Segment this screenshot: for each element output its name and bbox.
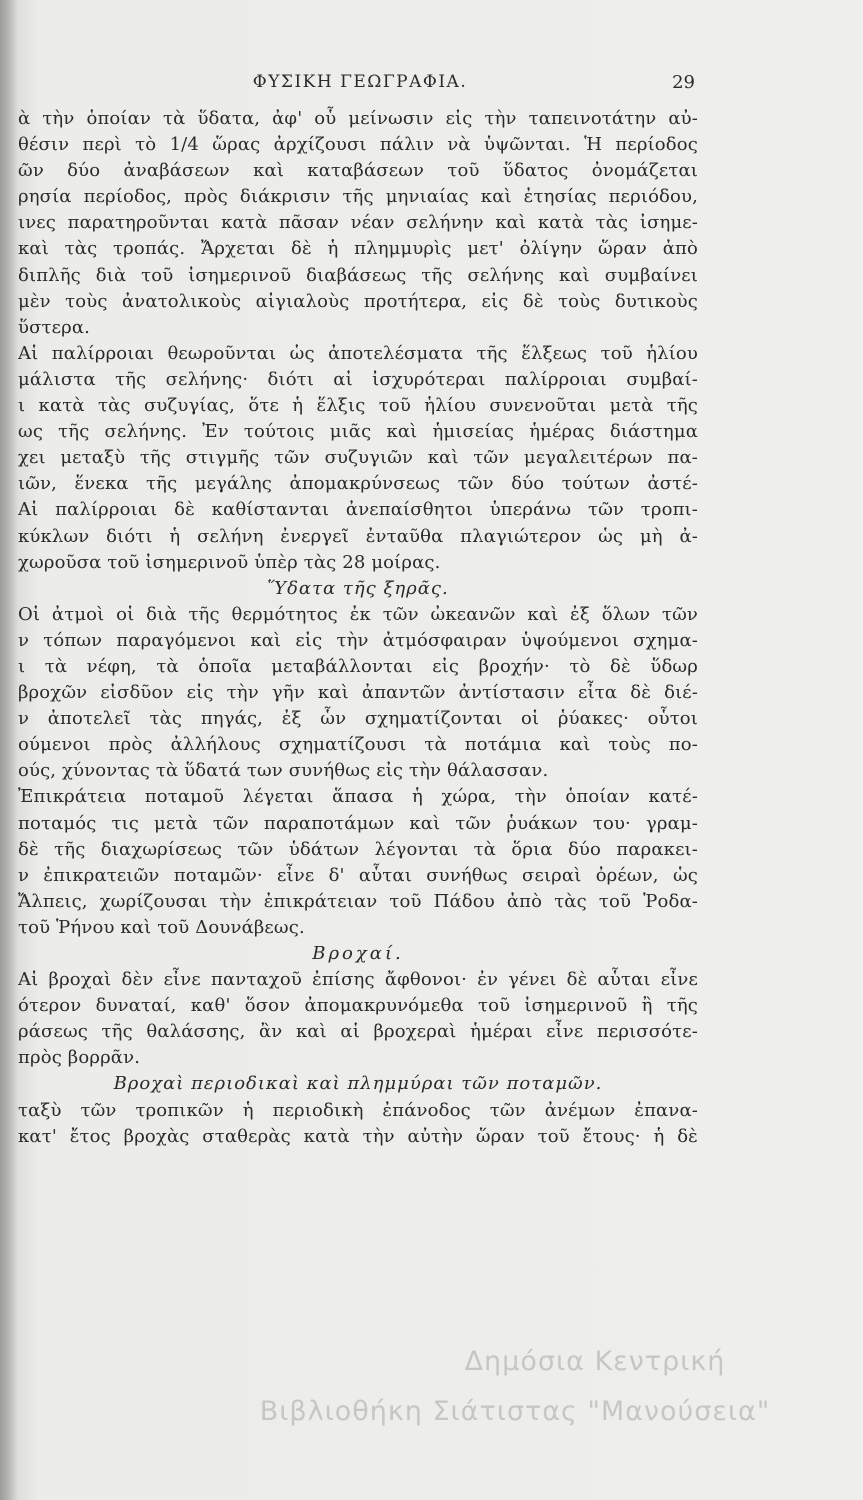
- text-line: τοῦ Ῥήνου καὶ τοῦ Δουνάβεως.: [18, 916, 305, 938]
- text-line: Ἐπικράτεια ποταμοῦ λέγεται ἅπασα ἡ χώρα, τὴν ὁποίαν κατέ-: [18, 786, 698, 808]
- text-line: ποταμός τις μετὰ τῶν παραποτάμων καὶ τῶν ῥυάκων του· γραμ-: [18, 812, 698, 834]
- section-heading: Βροχαί.: [312, 943, 404, 964]
- text-line: ν ἀποτελεῖ τὰς πηγάς, ἐξ ὧν σχηματίζονται οἱ ῥύακες· οὗτοι: [18, 708, 698, 730]
- text-line: ούμενοι πρὸς ἀλλήλους σχηματίζουσι τὰ ποτάμια καὶ τοὺς πο-: [18, 734, 698, 756]
- text-line: ν ἐπικρατειῶν ποταμῶν· εἶνε δ' αὗται συνήθως σειραὶ ὀρέων, ὡς: [18, 864, 698, 886]
- page-header: [0, 72, 863, 102]
- text-line: Αἱ παλίρροιαι δὲ καθίστανται ἀνεπαίσθητοι ὑπεράνω τῶν τροπι-: [18, 499, 698, 521]
- text-line: ιῶν, ἕνεκα τῆς μεγάλης ἀπομακρύνσεως τῶν δύο τούτων ἀστέ-: [18, 473, 698, 495]
- text-line: κύκλων διότι ἡ σελήνη ἐνεργεῖ ἐνταῦθα πλαγιώτερον ὡς μὴ ἀ-: [18, 525, 698, 547]
- text-line: Ἄλπεις, χωρίζουσαι τὴν ἐπικράτειαν τοῦ Πάδου ἀπὸ τὰς τοῦ Ῥοδα-: [18, 890, 698, 912]
- text-line: ι κατὰ τὰς συζυγίας, ὅτε ἡ ἕλξις τοῦ ἡλίου συνενοῦται μετὰ τῆς: [18, 395, 698, 417]
- text-line: ρησία περίοδος, πρὸς διάκρισιν τῆς μηνιαίας καὶ ἐτησίας περιόδου,: [18, 186, 698, 208]
- text-line: βροχῶν εἰσδῦον εἰς τὴν γῆν καὶ ἀπαντῶν ἀντίστασιν εἶτα δὲ διέ-: [18, 682, 698, 704]
- text-line: ῶν δύο ἀναβάσεων καὶ καταβάσεων τοῦ ὕδατος ὀνομάζεται: [18, 160, 698, 182]
- text-line: ι τὰ νέφη, τὰ ὁποῖα μεταβάλλονται εἰς βροχήν· τὸ δὲ ὕδωρ: [18, 655, 698, 677]
- page-number: 29: [672, 72, 695, 93]
- text-line: ούς, χύνοντας τὰ ὕδατά των συνήθως εἰς τὴν θάλασσαν.: [18, 760, 549, 782]
- text-line: χωροῦσα τοῦ ἰσημερινοῦ ὑπὲρ τὰς 28 μοίρας.: [18, 551, 441, 573]
- text-line: θέσιν περὶ τὸ 1/4 ὥρας ἀρχίζουσι πάλιν νὰ ὑψῶνται. Ἡ περίοδος: [18, 134, 698, 156]
- library-watermark-line1: Δημόσια Κεντρική: [464, 1346, 726, 1377]
- text-line: μὲν τοὺς ἀνατολικοὺς αἰγιαλοὺς προτήτερα, εἰς δὲ τοὺς δυτικοὺς: [18, 290, 698, 312]
- text-line: Αἱ βροχαὶ δὲν εἶνε πανταχοῦ ἐπίσης ἄφθονοι· ἐν γένει δὲ αὗται εἶνε: [18, 969, 698, 991]
- section-heading: Ὕδατα τῆς ξηρᾶς.: [267, 577, 449, 599]
- text-line: διπλῆς διὰ τοῦ ἰσημερινοῦ διαβάσεως τῆς σελήνης καὶ συμβαίνει: [18, 264, 698, 286]
- text-line: Οἱ ἀτμοὶ οἱ διὰ τῆς θερμότητος ἐκ τῶν ὠκεανῶν καὶ ἐξ ὅλων τῶν: [18, 603, 698, 625]
- text-line: ταξὺ τῶν τροπικῶν ἡ περιοδικὴ ἐπάνοδος τῶν ἀνέμων ἐπανα-: [18, 1099, 698, 1121]
- text-line: Αἱ παλίρροιαι θεωροῦνται ὡς ἀποτελέσματα τῆς ἕλξεως τοῦ ἡλίου: [18, 342, 698, 364]
- binding-shadow: [0, 0, 18, 1500]
- text-line: ως τῆς σελήνης. Ἐν τούτοις μιᾶς καὶ ἡμισείας ἡμέρας διάστημα: [18, 421, 698, 443]
- text-line: δὲ τῆς διαχωρίσεως τῶν ὑδάτων λέγονται τὰ ὅρια δύο παρακει-: [18, 838, 698, 860]
- text-line: κατ' ἔτος βροχὰς σταθερὰς κατὰ τὴν αὐτὴν ὥραν τοῦ ἔτους· ἡ δὲ: [18, 1125, 698, 1147]
- text-line: ινες παρατηροῦνται κατὰ πᾶσαν νέαν σελήνην καὶ κατὰ τὰς ἰσημε-: [18, 212, 698, 234]
- text-line: ὕστερα.: [18, 316, 91, 338]
- text-line: πρὸς βορρᾶν.: [18, 1047, 141, 1069]
- text-line: ράσεως τῆς θαλάσσης, ἂν καὶ αἱ βροχεραὶ ἡμέραι εἶνε περισσότε-: [18, 1021, 698, 1043]
- text-line: χει μεταξὺ τῆς στιγμῆς τῶν συζυγιῶν καὶ τῶν μεγαλειτέρων πα-: [18, 447, 698, 469]
- text-line: μάλιστα τῆς σελήνης· διότι αἱ ἰσχυρότεραι παλίρροιαι συμβαί-: [18, 368, 698, 390]
- text-line: ὰ τὴν ὁποίαν τὰ ὕδατα, ἀφ' οὗ μείνωσιν εἰς τὴν ταπεινοτάτην αὐ-: [18, 108, 698, 129]
- running-head: ΦΥΣΙΚΗ ΓΕΩΓΡΑΦΙΑ.: [252, 72, 468, 92]
- library-watermark-line2: Βιβλιοθήκη Σιάτιστας "Μανούσεια": [259, 1396, 771, 1427]
- text-line: καὶ τὰς τροπάς. Ἄρχεται δὲ ἡ πλημμυρὶς μετ' ὀλίγην ὥραν ἀπὸ: [18, 238, 698, 260]
- text-line: ότερον δυναταί, καθ' ὅσον ἀπομακρυνόμεθα τοῦ ἰσημερινοῦ ἢ τῆς: [18, 995, 698, 1017]
- text-line: ν τόπων παραγόμενοι καὶ εἰς τὴν ἀτμόσφαιραν ὑψούμενοι σχημα-: [18, 629, 698, 651]
- section-heading: Βροχαὶ περιοδικαὶ καὶ πλημμύραι τῶν ποταμῶν.: [113, 1073, 603, 1095]
- body-text: [18, 106, 698, 1150]
